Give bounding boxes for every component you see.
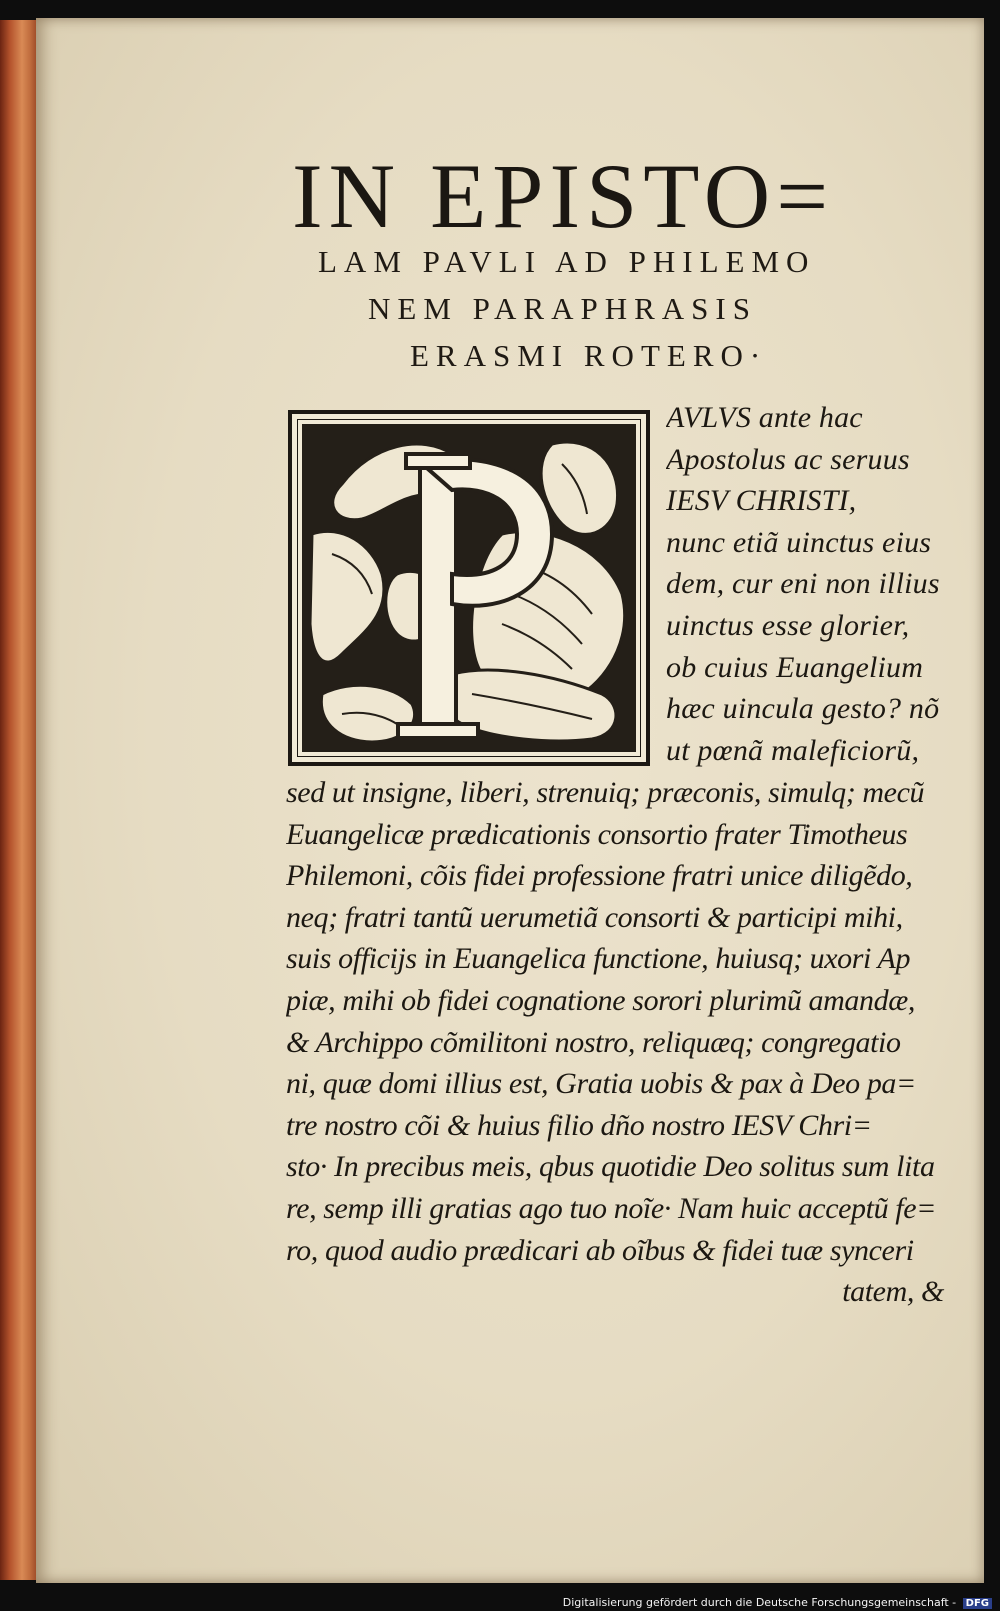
- text-line: ut pœnã maleficiorũ,: [666, 733, 920, 767]
- text-line: sto· In precibus meis, qbus quotidie Deo solitus sum lita: [286, 1150, 935, 1184]
- text-line: dem, cur eni non illius: [666, 567, 940, 601]
- text-line: Apostolus ac seruus: [666, 442, 910, 476]
- title-line-2: NEM PARAPHRASIS: [368, 291, 757, 326]
- text-line: & Archippo cõmilitoni nostro, reliquæq; congregatio: [286, 1025, 901, 1059]
- text-line: ni, quæ domi illius est, Gratia uobis & pax à Deo pa=: [286, 1067, 916, 1101]
- text-line: Philemoni, cõis fidei professione fratri unice diligẽdo,: [286, 859, 913, 893]
- footer-credit-text: Digitalisierung gefördert durch die Deutsche Forschungsgemeinschaft -: [562, 1596, 957, 1609]
- title-line-1: LAM PAVLI AD PHILEMO: [318, 244, 816, 279]
- text-line: suis officijs in Euangelica functione, huiusq; uxori Ap: [286, 942, 911, 976]
- text-line: sed ut insigne, liberi, strenuiq; præconis, simulq; mecũ: [286, 776, 925, 809]
- body-text: [286, 772, 956, 1313]
- text-line: IESV CHRISTI,: [666, 484, 857, 518]
- text-line: nunc etiã uinctus eius: [666, 525, 932, 559]
- text-line: ob cuius Euangelium: [666, 650, 924, 684]
- catchword-line: tatem, &: [842, 1275, 944, 1309]
- text-line: re, semp illi gratias ago tuo noĩe· Nam huic acceptũ fe=: [286, 1191, 936, 1225]
- text-line: Euangelicæ prædicationis consortio frater Timotheus: [286, 817, 908, 851]
- dfg-logo: DFG: [963, 1598, 992, 1609]
- woodcut-initial-image: [302, 424, 636, 752]
- text-line: piæ, mihi ob fidei cognatione sorori plurimũ amandæ,: [286, 983, 915, 1017]
- title-main: IN EPISTO=: [292, 145, 835, 247]
- side-column-text: [666, 397, 956, 771]
- text-line: tre nostro cõi & huius filio dño nostro IESV Chri=: [286, 1108, 872, 1142]
- title-line-3: ERASMI ROTERO·: [410, 338, 768, 373]
- footer-credit: [563, 1596, 992, 1609]
- book-edge: [0, 20, 40, 1580]
- decorated-initial: [288, 410, 650, 766]
- text-line: neq; fratri tantũ uerumetiã consorti & participi mihi,: [286, 900, 903, 934]
- text-line: uinctus esse glorier,: [666, 608, 910, 642]
- text-line: hæc uincula gesto? nõ: [666, 692, 940, 726]
- text-line: AVLVS ante hac: [666, 401, 863, 434]
- text-line: ro, quod audio prædicari ab oĩbus & fidei tuæ synceri: [286, 1233, 914, 1267]
